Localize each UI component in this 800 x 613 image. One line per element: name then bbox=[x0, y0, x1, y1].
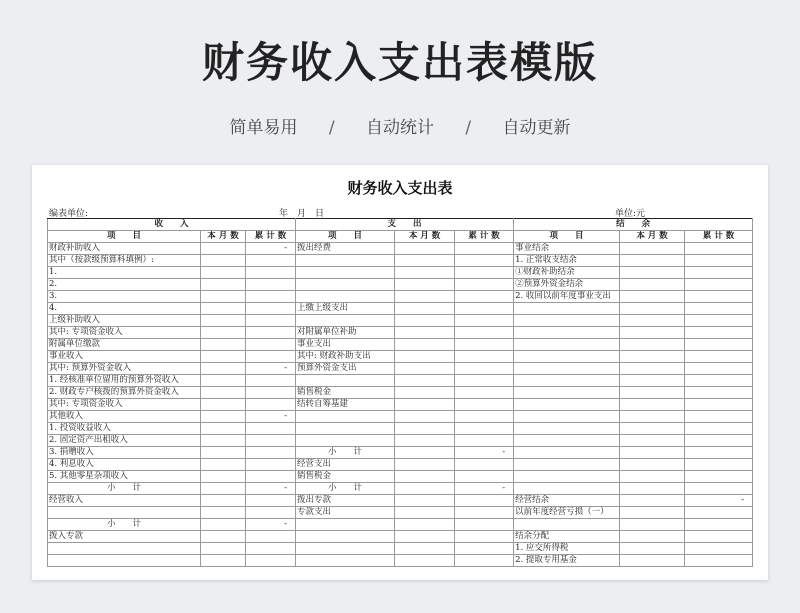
table-cell[interactable] bbox=[395, 375, 455, 387]
table-cell[interactable] bbox=[395, 339, 455, 351]
table-cell[interactable] bbox=[201, 483, 246, 495]
table-cell[interactable] bbox=[455, 375, 514, 387]
table-cell[interactable] bbox=[201, 375, 246, 387]
table-cell[interactable] bbox=[395, 255, 455, 267]
table-row bbox=[48, 255, 753, 267]
table-cell[interactable] bbox=[685, 351, 753, 363]
table-cell[interactable] bbox=[395, 291, 455, 303]
table-cell[interactable] bbox=[455, 351, 514, 363]
unit-label: 编表单位: bbox=[49, 209, 89, 219]
table-row bbox=[48, 291, 753, 303]
table-cell[interactable]: 1. 经核准单位留用的预算外资收入 bbox=[48, 375, 201, 387]
table-cell[interactable] bbox=[685, 315, 753, 327]
table-cell[interactable] bbox=[620, 531, 685, 543]
table-cell[interactable]: 其他收入 bbox=[48, 411, 201, 423]
table-cell[interactable] bbox=[201, 279, 246, 291]
table-cell[interactable] bbox=[455, 303, 514, 315]
table-cell[interactable] bbox=[685, 327, 753, 339]
table-cell[interactable] bbox=[685, 447, 753, 459]
table-cell[interactable] bbox=[620, 327, 685, 339]
table-cell[interactable] bbox=[395, 435, 455, 447]
table-cell[interactable] bbox=[620, 267, 685, 279]
table-cell[interactable] bbox=[395, 495, 455, 507]
table-cell[interactable]: 附属单位缴款 bbox=[48, 339, 201, 351]
table-cell[interactable] bbox=[685, 435, 753, 447]
table-cell[interactable] bbox=[620, 363, 685, 375]
table-cell[interactable] bbox=[246, 387, 296, 399]
column-header: 项 目 bbox=[48, 231, 201, 243]
table-cell[interactable] bbox=[395, 543, 455, 555]
table-cell[interactable] bbox=[395, 483, 455, 495]
table-cell[interactable] bbox=[296, 543, 395, 555]
table-row bbox=[48, 435, 753, 447]
table-cell[interactable] bbox=[455, 291, 514, 303]
table-cell[interactable] bbox=[455, 399, 514, 411]
table-cell[interactable] bbox=[620, 351, 685, 363]
column-header: 累 计 数 bbox=[685, 231, 753, 243]
table-cell[interactable] bbox=[620, 375, 685, 387]
table-cell[interactable] bbox=[395, 387, 455, 399]
table-cell[interactable] bbox=[514, 387, 620, 399]
table-row bbox=[48, 387, 753, 399]
table-cell[interactable] bbox=[395, 267, 455, 279]
table-cell[interactable]: 2. 提取专用基金 bbox=[514, 555, 620, 567]
table-cell[interactable] bbox=[246, 351, 296, 363]
table-cell[interactable] bbox=[395, 327, 455, 339]
table-cell[interactable]: 小 计 bbox=[48, 519, 201, 531]
table-cell[interactable] bbox=[455, 531, 514, 543]
table-cell[interactable] bbox=[201, 555, 246, 567]
table-cell[interactable] bbox=[296, 255, 395, 267]
table-cell[interactable]: - bbox=[246, 519, 296, 531]
table-cell[interactable] bbox=[246, 303, 296, 315]
table-cell[interactable] bbox=[201, 519, 246, 531]
table-cell[interactable] bbox=[395, 471, 455, 483]
table-cell[interactable]: 结余分配 bbox=[514, 531, 620, 543]
column-header: 累 计 数 bbox=[246, 231, 296, 243]
table-cell[interactable] bbox=[685, 363, 753, 375]
table-cell[interactable] bbox=[395, 351, 455, 363]
table-cell[interactable] bbox=[455, 495, 514, 507]
table-cell[interactable] bbox=[514, 411, 620, 423]
table-row bbox=[48, 327, 753, 339]
table-cell[interactable] bbox=[455, 279, 514, 291]
table-cell[interactable] bbox=[201, 387, 246, 399]
table-cell[interactable] bbox=[514, 339, 620, 351]
table-cell[interactable]: - bbox=[246, 483, 296, 495]
table-cell[interactable]: 2. bbox=[48, 279, 201, 291]
group-header-expense: 支 出 bbox=[296, 219, 514, 231]
table-cell[interactable] bbox=[455, 327, 514, 339]
table-cell[interactable] bbox=[685, 459, 753, 471]
table-cell[interactable] bbox=[514, 363, 620, 375]
table-cell[interactable]: - bbox=[246, 243, 296, 255]
table-cell[interactable] bbox=[246, 543, 296, 555]
table-cell[interactable] bbox=[514, 483, 620, 495]
table-cell[interactable] bbox=[246, 279, 296, 291]
table-cell[interactable] bbox=[296, 423, 395, 435]
table-cell[interactable] bbox=[620, 387, 685, 399]
table-cell[interactable] bbox=[455, 471, 514, 483]
table-cell[interactable]: 其中: 专项资金收入 bbox=[48, 399, 201, 411]
table-cell[interactable]: - bbox=[455, 447, 514, 459]
table-cell[interactable]: 拨出经费 bbox=[296, 243, 395, 255]
table-cell[interactable] bbox=[455, 243, 514, 255]
table-row bbox=[48, 339, 753, 351]
table-cell[interactable] bbox=[395, 531, 455, 543]
table-row bbox=[48, 483, 753, 495]
table-cell[interactable] bbox=[395, 399, 455, 411]
table-cell[interactable] bbox=[201, 303, 246, 315]
table-cell[interactable] bbox=[685, 279, 753, 291]
table-cell[interactable]: 3. bbox=[48, 291, 201, 303]
table-row bbox=[48, 447, 753, 459]
table-cell[interactable] bbox=[620, 519, 685, 531]
table-cell[interactable]: 拨入专款 bbox=[48, 531, 201, 543]
table-cell[interactable] bbox=[514, 303, 620, 315]
table-cell[interactable] bbox=[246, 339, 296, 351]
table-cell[interactable] bbox=[514, 471, 620, 483]
table-row bbox=[48, 423, 753, 435]
table-cell[interactable] bbox=[246, 507, 296, 519]
table-row bbox=[48, 363, 753, 375]
table-cell[interactable]: 上级补助收入 bbox=[48, 315, 201, 327]
table-cell[interactable]: - bbox=[685, 495, 753, 507]
column-header: 累 计 数 bbox=[455, 231, 514, 243]
table-cell[interactable]: 其中（按款级预算科填例）: bbox=[48, 255, 201, 267]
table-cell[interactable] bbox=[620, 255, 685, 267]
column-header: 项 目 bbox=[514, 231, 620, 243]
table-cell[interactable] bbox=[48, 507, 201, 519]
table-cell[interactable] bbox=[246, 423, 296, 435]
table-cell[interactable]: 其中: 财政补助支出 bbox=[296, 351, 395, 363]
table-cell[interactable] bbox=[201, 423, 246, 435]
table-cell[interactable] bbox=[685, 483, 753, 495]
table-cell[interactable] bbox=[620, 411, 685, 423]
table-cell[interactable]: 2. 收回以前年度事业支出 bbox=[514, 291, 620, 303]
table-cell[interactable] bbox=[201, 459, 246, 471]
table-cell[interactable] bbox=[296, 279, 395, 291]
table-row bbox=[48, 459, 753, 471]
table-cell[interactable] bbox=[246, 447, 296, 459]
table-cell[interactable] bbox=[246, 255, 296, 267]
table-cell[interactable] bbox=[685, 411, 753, 423]
table-cell[interactable] bbox=[201, 243, 246, 255]
table-cell[interactable] bbox=[246, 555, 296, 567]
table-cell[interactable] bbox=[201, 267, 246, 279]
table-row bbox=[48, 519, 753, 531]
table-cell[interactable] bbox=[685, 243, 753, 255]
table-cell[interactable] bbox=[620, 243, 685, 255]
table-cell[interactable] bbox=[685, 471, 753, 483]
table-cell[interactable] bbox=[395, 519, 455, 531]
table-row bbox=[48, 411, 753, 423]
table-cell[interactable]: 小 计 bbox=[296, 483, 395, 495]
table-cell[interactable] bbox=[620, 495, 685, 507]
table-cell[interactable] bbox=[620, 507, 685, 519]
table-cell[interactable] bbox=[620, 339, 685, 351]
table-cell[interactable] bbox=[455, 519, 514, 531]
table-row bbox=[48, 507, 753, 519]
table-cell[interactable] bbox=[455, 267, 514, 279]
table-cell[interactable] bbox=[201, 447, 246, 459]
table-cell[interactable] bbox=[685, 519, 753, 531]
table-cell[interactable] bbox=[395, 363, 455, 375]
table-row bbox=[48, 315, 753, 327]
table-cell[interactable] bbox=[395, 507, 455, 519]
table-cell[interactable] bbox=[201, 543, 246, 555]
table-row bbox=[48, 279, 753, 291]
table-cell[interactable]: 其中: 专项资金收入 bbox=[48, 327, 201, 339]
table-cell[interactable]: 1. 正常收支结余 bbox=[514, 255, 620, 267]
table-row bbox=[48, 555, 753, 567]
table-cell[interactable] bbox=[620, 459, 685, 471]
table-cell[interactable] bbox=[201, 435, 246, 447]
table-cell[interactable] bbox=[620, 543, 685, 555]
table-cell[interactable] bbox=[296, 411, 395, 423]
table-cell[interactable] bbox=[395, 243, 455, 255]
table-row bbox=[48, 531, 753, 543]
table-cell[interactable] bbox=[620, 435, 685, 447]
table-cell[interactable] bbox=[201, 399, 246, 411]
table-cell[interactable] bbox=[620, 279, 685, 291]
table-cell[interactable] bbox=[296, 291, 395, 303]
table-cell[interactable]: 专款支出 bbox=[296, 507, 395, 519]
table-cell[interactable] bbox=[620, 399, 685, 411]
table-cell[interactable] bbox=[685, 255, 753, 267]
table-cell[interactable] bbox=[620, 423, 685, 435]
table-cell[interactable] bbox=[395, 459, 455, 471]
column-header-row bbox=[48, 231, 753, 243]
table-cell[interactable] bbox=[455, 387, 514, 399]
table-cell[interactable] bbox=[395, 279, 455, 291]
date-label: 年 月 日 bbox=[279, 209, 325, 219]
table-cell[interactable] bbox=[395, 411, 455, 423]
table-cell[interactable] bbox=[395, 303, 455, 315]
table-row bbox=[48, 543, 753, 555]
table-cell[interactable]: 以前年度经营亏损（一） bbox=[514, 507, 620, 519]
table-cell[interactable] bbox=[296, 435, 395, 447]
table-cell[interactable] bbox=[201, 411, 246, 423]
table-cell[interactable] bbox=[685, 339, 753, 351]
table-cell[interactable] bbox=[201, 339, 246, 351]
table-cell[interactable] bbox=[514, 519, 620, 531]
table-row bbox=[48, 267, 753, 279]
table-cell[interactable]: 其中: 预算外资金收入 bbox=[48, 363, 201, 375]
table-cell[interactable]: - bbox=[246, 363, 296, 375]
table-cell[interactable] bbox=[620, 303, 685, 315]
table-cell[interactable] bbox=[201, 291, 246, 303]
table-cell[interactable] bbox=[620, 447, 685, 459]
table-row bbox=[48, 351, 753, 363]
table-cell[interactable] bbox=[455, 543, 514, 555]
sheet-title: 财务收入支出表 bbox=[347, 179, 453, 197]
table-cell[interactable]: - bbox=[246, 411, 296, 423]
table-cell[interactable] bbox=[685, 555, 753, 567]
table-cell[interactable] bbox=[246, 399, 296, 411]
table-cell[interactable]: 经营收入 bbox=[48, 495, 201, 507]
table-cell[interactable] bbox=[685, 303, 753, 315]
table-cell[interactable] bbox=[455, 423, 514, 435]
table-cell[interactable]: 事业结余 bbox=[514, 243, 620, 255]
table-cell[interactable] bbox=[201, 363, 246, 375]
currency-label: 单位:元 bbox=[615, 209, 646, 219]
table-cell[interactable] bbox=[246, 471, 296, 483]
tag-separator: / bbox=[465, 118, 472, 138]
table-cell[interactable] bbox=[685, 399, 753, 411]
table-cell[interactable]: 4. bbox=[48, 303, 201, 315]
table-cell[interactable] bbox=[296, 555, 395, 567]
table-cell[interactable] bbox=[246, 435, 296, 447]
table-cell[interactable] bbox=[201, 507, 246, 519]
table-cell[interactable] bbox=[685, 423, 753, 435]
table-cell[interactable]: 销售税金 bbox=[296, 387, 395, 399]
table-cell[interactable] bbox=[514, 435, 620, 447]
table-cell[interactable] bbox=[455, 339, 514, 351]
table-cell[interactable]: 拨出专款 bbox=[296, 495, 395, 507]
tag-easy: 简单易用 bbox=[229, 118, 298, 138]
table-cell[interactable] bbox=[455, 411, 514, 423]
table-cell[interactable]: 3. 捐赠收入 bbox=[48, 447, 201, 459]
table-cell[interactable]: 结转自筹基建 bbox=[296, 399, 395, 411]
table-cell[interactable] bbox=[246, 291, 296, 303]
table-cell[interactable] bbox=[246, 495, 296, 507]
table-cell[interactable] bbox=[201, 351, 246, 363]
table-cell[interactable]: 财政补助收入 bbox=[48, 243, 201, 255]
table-cell[interactable] bbox=[455, 555, 514, 567]
table-cell[interactable]: 2. 固定资产出租收入 bbox=[48, 435, 201, 447]
table-cell[interactable] bbox=[620, 315, 685, 327]
table-row bbox=[48, 375, 753, 387]
table-cell[interactable] bbox=[620, 471, 685, 483]
table-cell[interactable] bbox=[246, 267, 296, 279]
table-cell[interactable] bbox=[246, 531, 296, 543]
table-cell[interactable]: 预算外资金支出 bbox=[296, 363, 395, 375]
table-cell[interactable]: ②预算外资金结余 bbox=[514, 279, 620, 291]
ledger-table bbox=[47, 218, 753, 567]
table-cell[interactable] bbox=[685, 543, 753, 555]
column-header: 本 月 数 bbox=[395, 231, 455, 243]
table-cell[interactable] bbox=[296, 531, 395, 543]
table-cell[interactable] bbox=[514, 351, 620, 363]
table-cell[interactable] bbox=[620, 555, 685, 567]
table-cell[interactable] bbox=[395, 447, 455, 459]
table-row bbox=[48, 399, 753, 411]
table-cell[interactable] bbox=[246, 327, 296, 339]
table-cell[interactable] bbox=[514, 315, 620, 327]
table-cell[interactable] bbox=[201, 531, 246, 543]
table-cell[interactable] bbox=[620, 483, 685, 495]
table-row bbox=[48, 243, 753, 255]
table-cell[interactable] bbox=[685, 375, 753, 387]
table-cell[interactable]: 1. 应交所得税 bbox=[514, 543, 620, 555]
table-cell[interactable]: 2. 财政专户核拨的预算外资金收入 bbox=[48, 387, 201, 399]
table-cell[interactable] bbox=[48, 543, 201, 555]
ledger-body bbox=[48, 243, 753, 567]
table-cell[interactable] bbox=[685, 531, 753, 543]
table-cell[interactable] bbox=[201, 315, 246, 327]
table-cell[interactable] bbox=[455, 459, 514, 471]
table-cell[interactable]: ①财政补助结余 bbox=[514, 267, 620, 279]
table-cell[interactable]: 上缴上级支出 bbox=[296, 303, 395, 315]
table-cell[interactable]: 1. bbox=[48, 267, 201, 279]
table-cell[interactable] bbox=[620, 291, 685, 303]
table-cell[interactable] bbox=[455, 315, 514, 327]
table-cell[interactable]: 1. 投资收益收入 bbox=[48, 423, 201, 435]
table-cell[interactable] bbox=[395, 555, 455, 567]
table-cell[interactable] bbox=[201, 495, 246, 507]
table-row bbox=[48, 303, 753, 315]
table-cell[interactable]: 事业收入 bbox=[48, 351, 201, 363]
group-header-row bbox=[48, 219, 753, 231]
table-cell[interactable]: 4. 利息收入 bbox=[48, 459, 201, 471]
table-cell[interactable] bbox=[296, 315, 395, 327]
column-header: 项 目 bbox=[296, 231, 395, 243]
table-cell[interactable] bbox=[685, 291, 753, 303]
table-cell[interactable] bbox=[455, 255, 514, 267]
table-cell[interactable]: 对附属单位补助 bbox=[296, 327, 395, 339]
group-header-balance: 结 余 bbox=[514, 219, 753, 231]
table-cell[interactable] bbox=[685, 267, 753, 279]
table-cell[interactable]: 经营支出 bbox=[296, 459, 395, 471]
table-row bbox=[48, 495, 753, 507]
table-cell[interactable]: 小 计 bbox=[48, 483, 201, 495]
table-cell[interactable] bbox=[455, 363, 514, 375]
table-cell[interactable] bbox=[296, 519, 395, 531]
table-cell[interactable] bbox=[685, 507, 753, 519]
table-cell[interactable] bbox=[296, 375, 395, 387]
table-cell[interactable]: 经营结余 bbox=[514, 495, 620, 507]
table-cell[interactable] bbox=[685, 387, 753, 399]
table-cell[interactable] bbox=[201, 327, 246, 339]
table-cell[interactable] bbox=[514, 459, 620, 471]
tag-auto-update: 自动更新 bbox=[502, 118, 571, 138]
table-cell[interactable] bbox=[514, 447, 620, 459]
table-cell[interactable]: 事业支出 bbox=[296, 339, 395, 351]
column-header: 本 月 数 bbox=[620, 231, 685, 243]
table-row bbox=[48, 471, 753, 483]
table-cell[interactable] bbox=[514, 399, 620, 411]
table-cell[interactable] bbox=[246, 315, 296, 327]
table-cell[interactable] bbox=[395, 423, 455, 435]
page-title: 财务收入支出表模版 bbox=[201, 38, 598, 87]
table-cell[interactable] bbox=[514, 423, 620, 435]
group-header-income: 收 入 bbox=[48, 219, 296, 231]
spreadsheet-preview bbox=[32, 165, 768, 580]
table-cell[interactable]: 5. 其他零星杂项收入 bbox=[48, 471, 201, 483]
tag-separator: / bbox=[328, 118, 335, 138]
tag-auto-stat: 自动统计 bbox=[366, 118, 434, 138]
table-cell[interactable] bbox=[246, 459, 296, 471]
table-cell[interactable]: - bbox=[455, 483, 514, 495]
table-cell[interactable] bbox=[455, 507, 514, 519]
table-cell[interactable] bbox=[246, 375, 296, 387]
table-cell[interactable]: 销售税金 bbox=[296, 471, 395, 483]
table-cell[interactable] bbox=[48, 555, 201, 567]
table-cell[interactable]: 小 计 bbox=[296, 447, 395, 459]
column-header: 本 月 数 bbox=[201, 231, 246, 243]
table-cell[interactable] bbox=[395, 315, 455, 327]
table-cell[interactable] bbox=[514, 375, 620, 387]
table-cell[interactable] bbox=[455, 435, 514, 447]
feature-tags bbox=[0, 113, 800, 138]
table-cell[interactable] bbox=[296, 267, 395, 279]
table-cell[interactable] bbox=[201, 471, 246, 483]
table-cell[interactable] bbox=[514, 327, 620, 339]
table-cell[interactable] bbox=[201, 255, 246, 267]
